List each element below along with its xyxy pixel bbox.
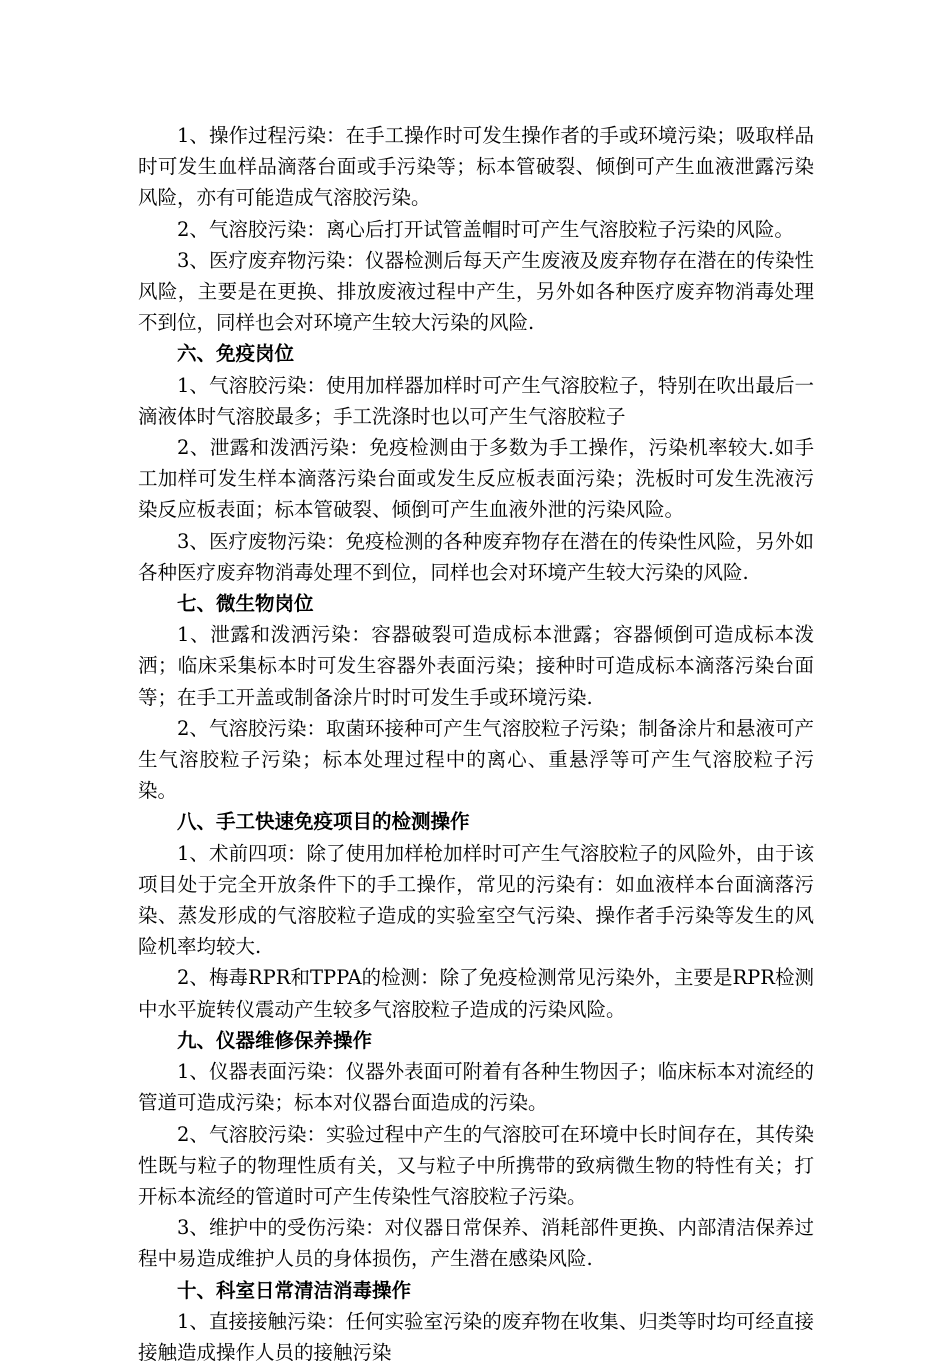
paragraph: 2、气溶胶污染：离心后打开试管盖帽时可产生气溶胶粒子污染的风险。 — [177, 217, 794, 241]
paragraph: 1、仪器表面污染：仪器外表面可附着有各种生物因子；临床标本对流经的管道可造成污染；标本对仪器台面造成的污染。 — [138, 1060, 814, 1115]
section-heading: 八、手工快速免疫项目的检测操作 — [177, 810, 470, 834]
paragraph: 2、泄露和泼洒污染：免疫检测由于多数为手工操作，污染机率较大.如手工加样可发生样本滴落污染台面或发生反应板表面污染；洗板时可发生洗液污染反应板表面；标本管破裂、倾倒可产生血液外泄的污染风险。 — [138, 436, 814, 522]
paragraph: 1、直接接触污染：任何实验室污染的废弃物在收集、归类等时均可经直接接触造成操作人员的接触污染 — [138, 1309, 814, 1364]
paragraph: 1、泄露和泼洒污染：容器破裂可造成标本泄露；容器倾倒可造成标本泼洒；临床采集标本时可发生容器外表面污染；接种时可造成标本滴落污染台面等；在手工开盖或制备涂片时时可发生手或环境污染. — [138, 623, 814, 709]
paragraph: 2、气溶胶污染：取菌环接种可产生气溶胶粒子污染；制备涂片和悬液可产生气溶胶粒子污染；标本处理过程中的离心、重悬浮等可产生气溶胶粒子污染。 — [138, 716, 814, 803]
section-heading: 十、科室日常清洁消毒操作 — [177, 1278, 412, 1302]
paragraph: 3、医疗废物污染：免疫检测的各种废弃物存在潜在的传染性风险，另外如各种医疗废弃物消毒处理不到位，同样也会对环境产生较大污染的风险. — [138, 529, 814, 584]
paragraph: 1、术前四项：除了使用加样枪加样时可产生气溶胶粒子的风险外，由于该项目处于完全开放条件下的手工操作，常见的污染有：如血液样本台面滴落污染、蒸发形成的气溶胶粒子造成的实验室空气污染、操作者手污染等发生的风险机率均较大. — [138, 841, 814, 959]
section-heading: 七、微生物岗位 — [177, 592, 314, 616]
paragraph: 1、气溶胶污染：使用加样器加样时可产生气溶胶粒子，特别在吹出最后一滴液体时气溶胶最多；手工洗涤时也以可产生气溶胶粒子 — [138, 373, 814, 428]
document-body — [138, 120, 814, 1368]
section-heading: 九、仪器维修保养操作 — [177, 1028, 373, 1052]
paragraph: 3、医疗废弃物污染：仪器检测后每天产生废液及废弃物存在潜在的传染性风险，主要是在更换、排放废液过程中产生，另外如各种医疗废弃物消毒处理不到位，同样也会对环境产生较大污染的风险. — [138, 248, 814, 335]
paragraph: 1、操作过程污染：在手工操作时可发生操作者的手或环境污染；吸取样品时可发生血样品滴落台面或手污染等；标本管破裂、倾倒可产生血液泄露污染风险，亦有可能造成气溶胶污染。 — [138, 124, 814, 210]
section-heading: 六、免疫岗位 — [177, 342, 295, 366]
paragraph: 3、维护中的受伤污染：对仪器日常保养、消耗部件更换、内部清洁保养过程中易造成维护人员的身体损伤，产生潜在感染风险. — [138, 1216, 814, 1271]
paragraph: 2、气溶胶污染：实验过程中产生的气溶胶可在环境中长时间存在，其传染性既与粒子的物理性质有关，又与粒子中所携带的致病微生物的特性有关；打开标本流经的管道时可产生传染性气溶胶粒子污染。 — [138, 1122, 814, 1208]
paragraph: 2、梅毒RPR和TPPA的检测：除了免疫检测常见污染外，主要是RPR检测中水平旋转仪震动产生较多气溶胶粒子造成的污染风险。 — [138, 966, 814, 1021]
